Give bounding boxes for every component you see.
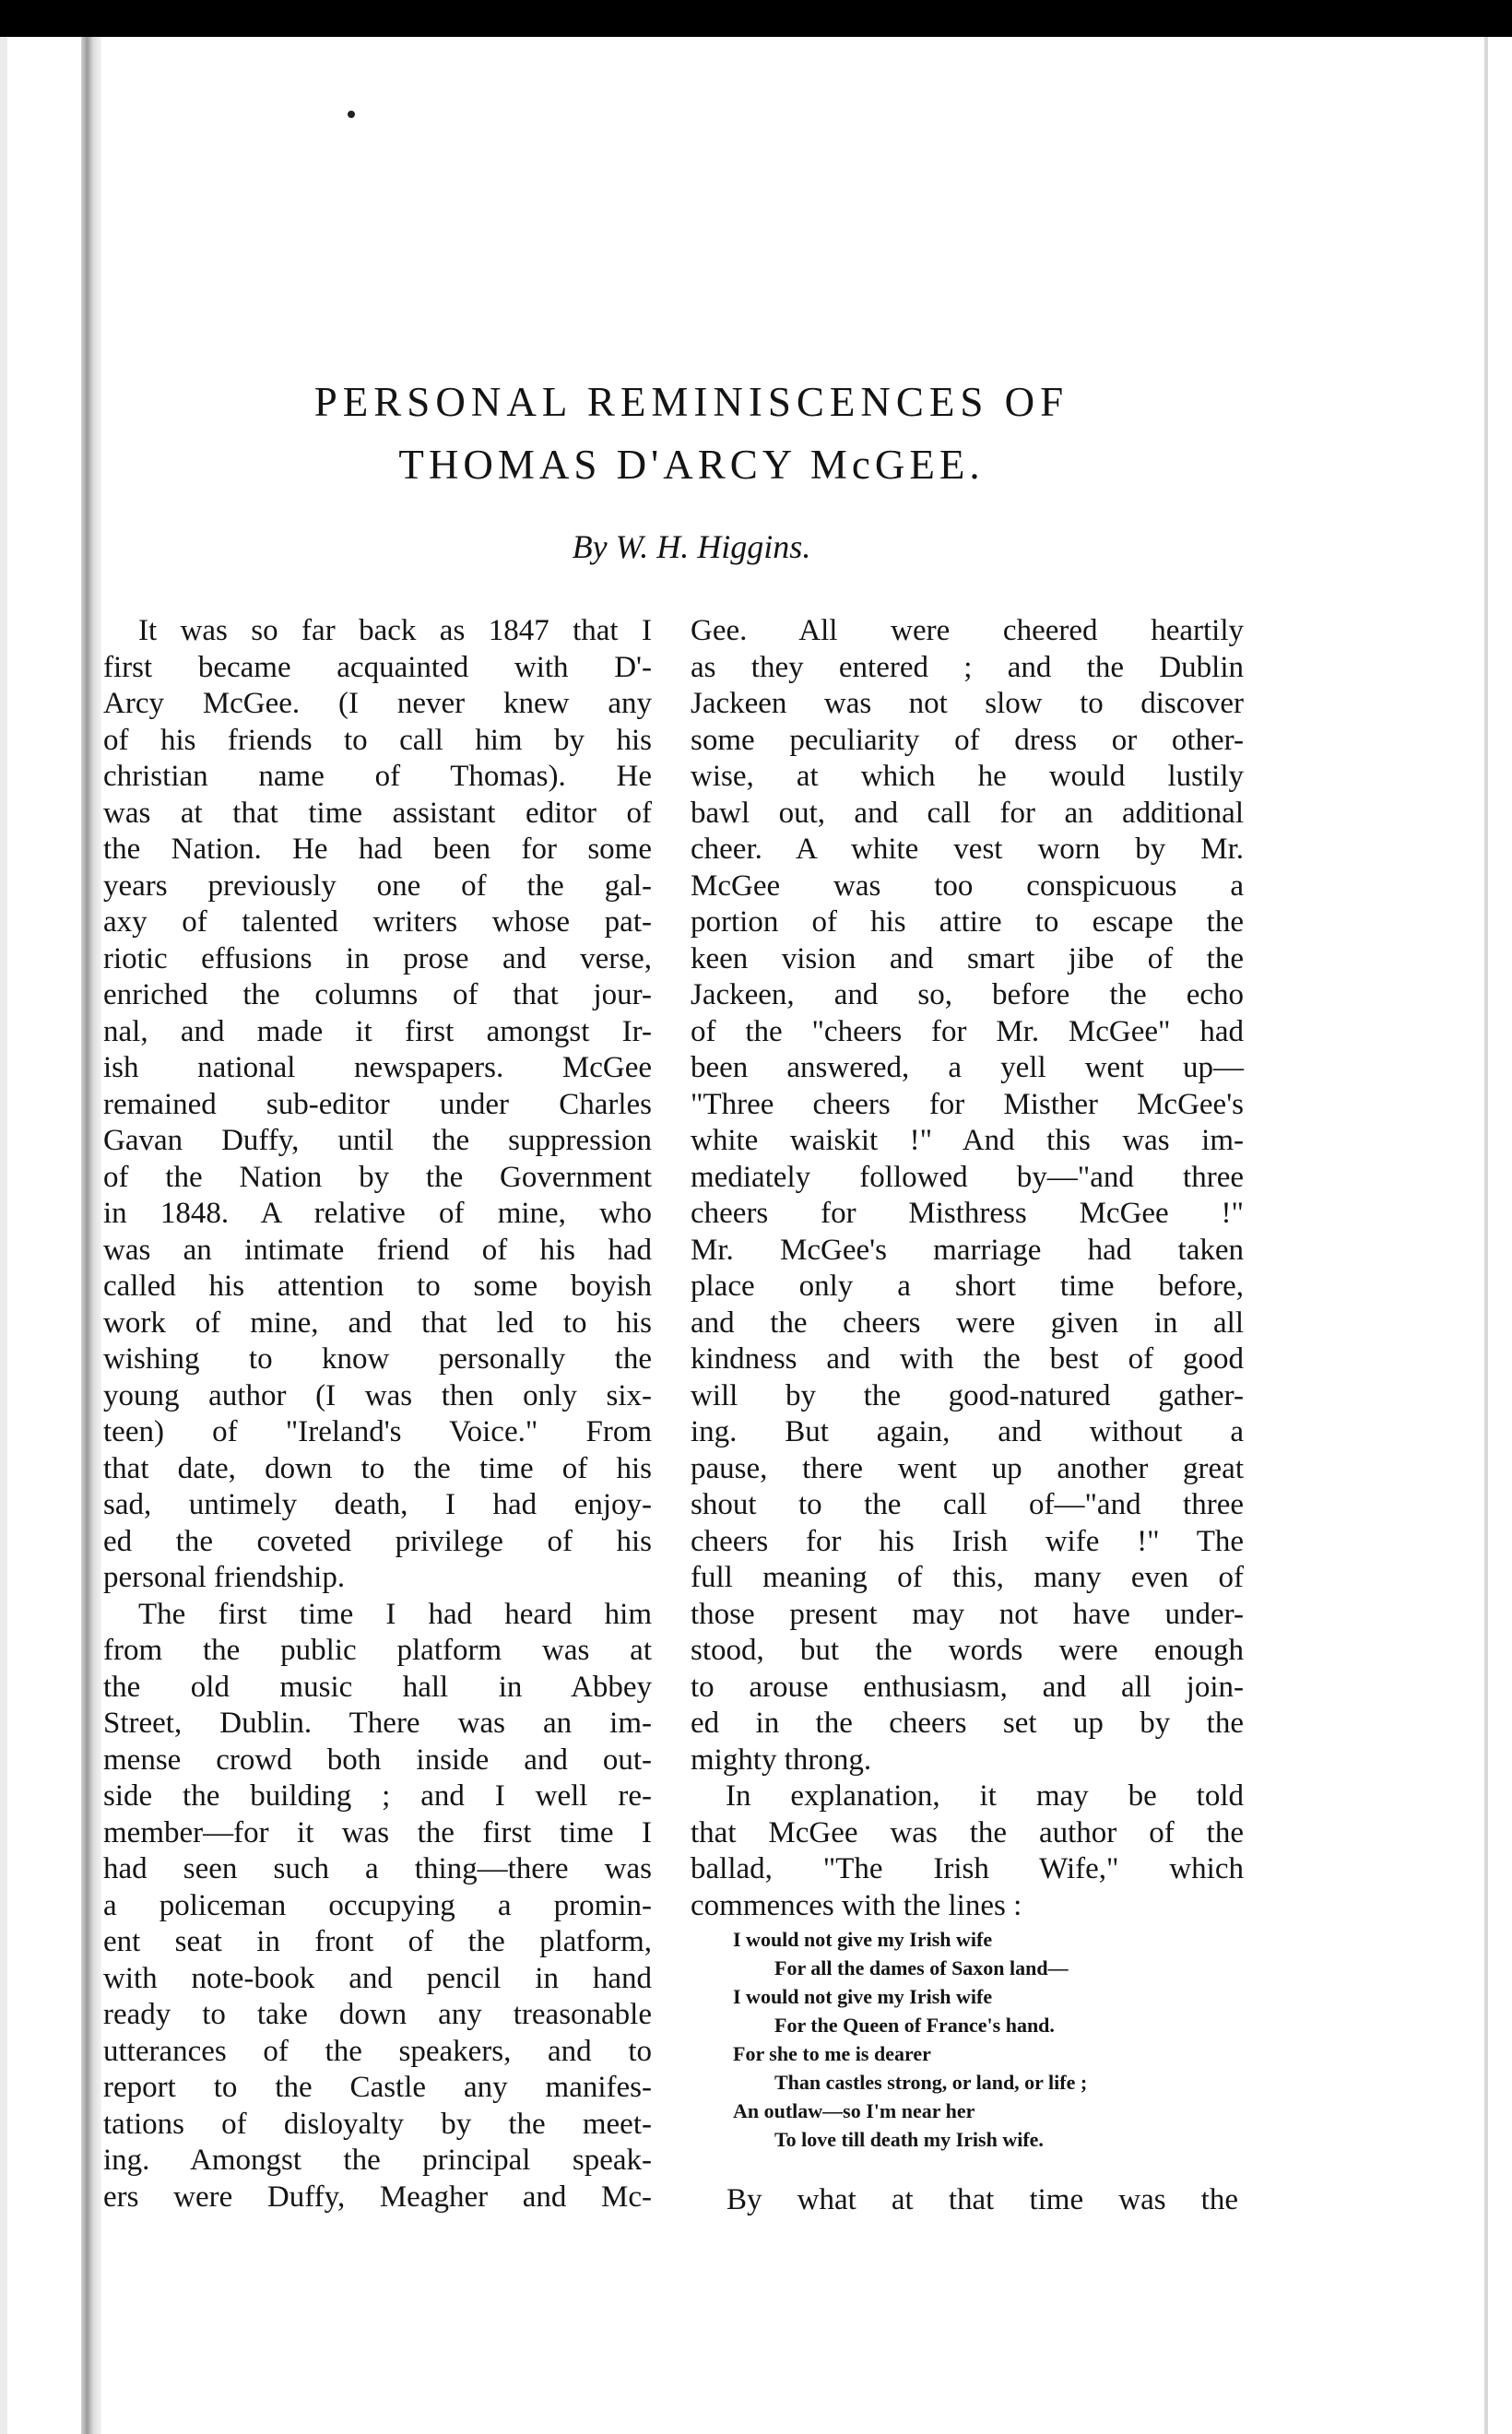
text-line: from the public platform was at <box>103 1634 652 1667</box>
text-line: wishing to know personally the <box>103 1342 652 1376</box>
text-line: The first time I had heard him <box>138 1597 652 1631</box>
text-line: in 1848. A relative of mine, who <box>103 1197 652 1230</box>
scan-top-border <box>0 0 1512 37</box>
text-line: Arcy McGee. (I never knew any <box>103 687 652 720</box>
ink-speck <box>348 111 355 118</box>
poem-quote <box>733 1925 1249 2154</box>
text-line: a policeman occupying a promin- <box>103 1888 652 1922</box>
text-line: ing. Amongst the principal speak- <box>103 2144 652 2177</box>
text-line: riotic effusions in prose and verse, <box>103 941 652 975</box>
text-line: ent seat in front of the platform, <box>103 1925 652 1958</box>
text-line: Street, Dublin. There was an im- <box>103 1707 652 1740</box>
article-byline: By W. H. Higgins. <box>572 528 811 565</box>
text-line: portion of his attire to escape the <box>691 905 1244 939</box>
poem-line: For she to me is dearer <box>733 2042 931 2065</box>
text-line: mediately followed by—"and three <box>691 1160 1244 1194</box>
right-column <box>691 613 1244 1924</box>
text-line: It was so far back as 1847 that I <box>138 614 652 647</box>
text-line: was an intimate friend of his had <box>103 1233 652 1267</box>
text-line: tations of disloyalty by the meet- <box>103 2107 652 2141</box>
text-line: and the cheers were given in all <box>691 1306 1244 1340</box>
text-line: white waiskit !" And this was im- <box>691 1124 1244 1157</box>
text-line: christian name of Thomas). He <box>103 760 652 793</box>
text-line: pause, there went up another great <box>691 1451 1244 1485</box>
text-line: ing. But again, and without a <box>691 1415 1244 1448</box>
article-title-line2: THOMAS D'ARCY McGEE. <box>398 442 985 488</box>
article-title-line1: PERSONAL REMINISCENCES OF <box>313 379 1069 425</box>
closing-text-line: By what at that time was the <box>726 2183 1238 2216</box>
text-line: ed the coveted privilege of his <box>103 1524 652 1558</box>
text-line: first became acquainted with D'- <box>103 650 652 684</box>
text-line: teen) of "Ireland's Voice." From <box>103 1415 652 1448</box>
text-line: stood, but the words were enough <box>691 1634 1244 1667</box>
text-line: mense crowd both inside and out- <box>103 1743 652 1777</box>
text-line: ballad, "The Irish Wife," which <box>691 1852 1244 1885</box>
text-line: Jackeen, and so, before the echo <box>691 978 1244 1011</box>
text-line: had seen such a thing—there was <box>103 1852 652 1885</box>
text-line: of the Nation by the Government <box>103 1160 652 1194</box>
poem-line: To love till death my Irish wife. <box>774 2128 1044 2151</box>
text-line: years previously one of the gal- <box>103 868 652 903</box>
text-line: ers were Duffy, Meagher and Mc- <box>103 2180 652 2214</box>
text-line: enriched the columns of that jour- <box>103 978 652 1011</box>
text-line: remained sub-editor under Charles <box>103 1087 652 1121</box>
text-line: wise, at which he would lustily <box>691 760 1244 793</box>
text-line: with note-book and pencil in hand <box>103 1961 652 1995</box>
poem-line: Than castles strong, or land, or life ; <box>774 2071 1088 2094</box>
text-line: report to the Castle any manifes- <box>103 2071 652 2104</box>
poem-line: I would not give my Irish wife <box>733 1928 993 1951</box>
text-line: Gee. All were cheered heartily <box>691 614 1244 647</box>
poem-line: For the Queen of France's hand. <box>774 2014 1055 2037</box>
text-line: personal friendship. <box>103 1561 346 1594</box>
text-line: kindness and with the best of good <box>691 1342 1244 1376</box>
text-line: of the "cheers for Mr. McGee" had <box>691 1014 1244 1048</box>
text-line: full meaning of this, many even of <box>691 1561 1244 1594</box>
text-line: cheers for his Irish wife !" The <box>691 1524 1244 1558</box>
text-line: was at that time assistant editor of <box>103 796 652 830</box>
text-line: Jackeen was not slow to discover <box>691 687 1244 720</box>
text-line: In explanation, it may be told <box>726 1779 1244 1813</box>
text-line: ed in the cheers set up by the <box>691 1707 1244 1740</box>
text-line: cheer. A white vest worn by Mr. <box>691 833 1244 866</box>
text-line: to arouse enthusiasm, and all join- <box>691 1670 1244 1704</box>
poem-line: I would not give my Irish wife <box>733 1985 993 2008</box>
poem-line: An outlaw—so I'm near her <box>733 2099 975 2122</box>
text-line: sad, untimely death, I had enjoy- <box>103 1488 652 1521</box>
text-line: utterances of the speakers, and to <box>103 2034 652 2068</box>
text-line: Gavan Duffy, until the suppression <box>103 1124 652 1157</box>
text-line: "Three cheers for Misther McGee's <box>691 1087 1244 1121</box>
text-line: of his friends to call him by his <box>103 723 652 757</box>
text-line: shout to the call of—"and three <box>691 1488 1244 1521</box>
text-line: mighty throng. <box>691 1743 872 1777</box>
text-line: bawl out, and call for an additional <box>691 796 1244 830</box>
text-line: the old music hall in Abbey <box>103 1670 652 1704</box>
text-line: as they entered ; and the Dublin <box>691 650 1244 684</box>
text-line: side the building ; and I well re- <box>103 1779 652 1813</box>
text-line: work of mine, and that led to his <box>103 1306 652 1340</box>
text-line: that date, down to the time of his <box>103 1451 652 1485</box>
text-line: member—for it was the first time I <box>103 1815 652 1849</box>
page-right-edge <box>1484 37 1488 2434</box>
text-line: been answered, a yell went up— <box>691 1051 1244 1084</box>
text-line: will by the good-natured gather- <box>691 1378 1244 1412</box>
text-line: the Nation. He had been for some <box>103 833 652 866</box>
text-line: axy of talented writers whose pat- <box>103 905 652 939</box>
text-line: ready to take down any treasonable <box>103 1998 652 2031</box>
text-line: keen vision and smart jibe of the <box>691 941 1244 975</box>
text-line: cheers for Misthress McGee !" <box>691 1197 1244 1230</box>
text-line: Mr. McGee's marriage had taken <box>691 1233 1244 1267</box>
text-line: commences with the lines : <box>691 1888 1022 1922</box>
text-line: ish national newspapers. McGee <box>103 1051 652 1084</box>
text-line: McGee was too conspicuous a <box>691 868 1244 903</box>
left-column <box>103 613 652 2215</box>
text-line: young author (I was then only six- <box>103 1378 652 1412</box>
text-line: nal, and made it first amongst Ir- <box>103 1014 652 1048</box>
text-line: some peculiarity of dress or other- <box>691 723 1244 757</box>
poem-line: For all the dames of Saxon land— <box>774 1956 1069 1979</box>
text-line: that McGee was the author of the <box>691 1815 1244 1849</box>
text-line: those present may not have under- <box>691 1597 1244 1631</box>
text-line: place only a short time before, <box>691 1270 1244 1303</box>
text-line: called his attention to some boyish <box>103 1270 652 1303</box>
